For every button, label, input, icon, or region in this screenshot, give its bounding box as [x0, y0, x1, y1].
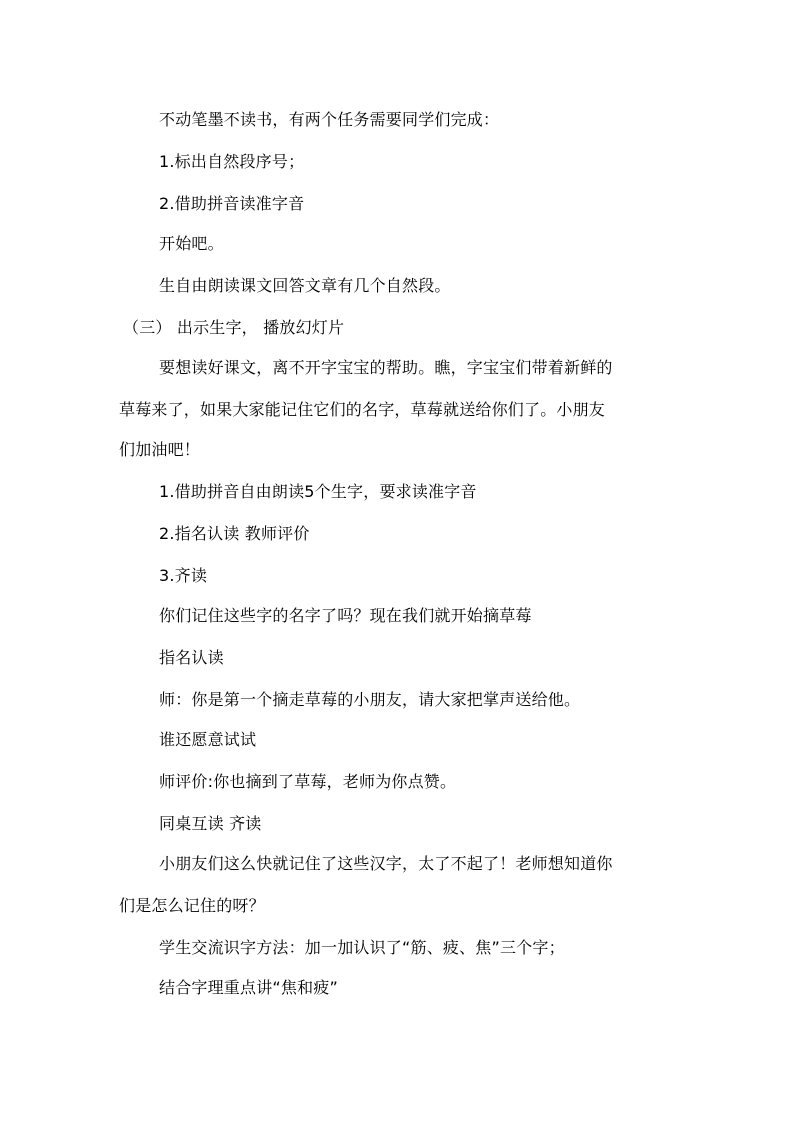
paragraph-character-analysis: 结合字理重点讲“焦和疲” — [159, 978, 338, 997]
paragraph-characters-1: 要想读好课文，离不开字宝宝的帮助。瞧，字宝宝们带着新鲜的 — [159, 358, 613, 377]
paragraph-task-1: 1.标出自然段序号； — [159, 152, 305, 171]
paragraph-read-aloud: 生自由朗读课文回答文章有几个自然段。 — [159, 276, 451, 295]
paragraph-start: 开始吧。 — [159, 234, 224, 253]
paragraph-children-1: 小朋友们这么快就记住了这些汉字，太了不起了！老师想知道你 — [159, 854, 613, 873]
paragraph-children-2: 们是怎么记住的呀？ — [119, 896, 265, 915]
paragraph-task-intro: 不动笔墨不读书，有两个任务需要同学们完成： — [159, 110, 500, 129]
paragraph-step-1: 1.借助拼音自由朗读5个生字，要求读准字音 — [159, 482, 477, 501]
paragraph-step-3: 3.齐读 — [159, 566, 208, 585]
paragraph-remember: 你们记住这些字的名字了吗？现在我们就开始摘草莓 — [159, 606, 532, 625]
paragraph-task-2: 2.借助拼音读准字音 — [159, 194, 305, 213]
paragraph-pair-reading: 同桌互读 齐读 — [159, 814, 262, 833]
paragraph-named-reading: 指名认读 — [159, 648, 224, 667]
paragraph-step-2: 2.指名认读 教师评价 — [159, 524, 310, 543]
paragraph-literacy-methods: 学生交流识字方法：加一加认识了“筋、疲、焦”三个字； — [159, 938, 565, 957]
section-heading-3: （三） 出示生字， 播放幻灯片 — [123, 318, 345, 337]
paragraph-who-else: 谁还愿意试试 — [159, 730, 257, 749]
paragraph-teacher-praise: 师：你是第一个摘走草莓的小朋友，请大家把掌声送给他。 — [159, 690, 581, 709]
paragraph-characters-3: 们加油吧！ — [119, 440, 201, 459]
paragraph-characters-2: 草莓来了，如果大家能记住它们的名字，草莓就送给你们了。小朋友 — [119, 400, 606, 419]
paragraph-teacher-comment: 师评价:你也摘到了草莓，老师为你点赞。 — [159, 772, 457, 791]
